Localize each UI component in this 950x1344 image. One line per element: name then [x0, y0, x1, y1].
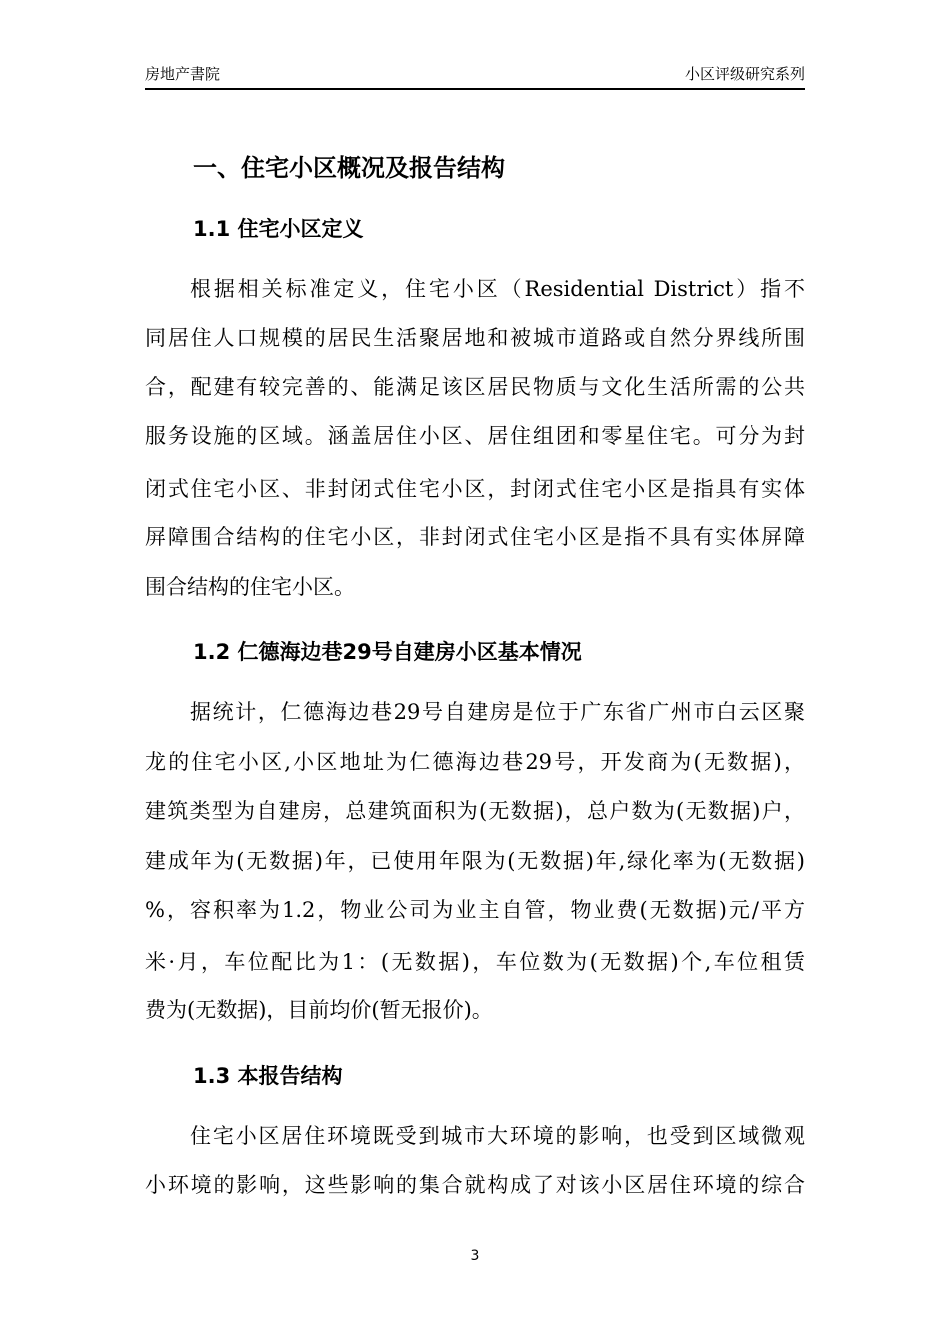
paragraph-line: 根据相关标准定义，住宅小区（Residential District）指不	[190, 277, 805, 301]
paragraph-line: 合，配建有较完善的、能满足该区居民物质与文化生活所需的公共	[145, 375, 805, 399]
paragraph-line: 小环境的影响，这些影响的集合就构成了对该小区居住环境的综合	[145, 1173, 805, 1197]
paragraph-line: 建成年为(无数据)年，已使用年限为(无数据)年,绿化率为(无数据)	[145, 849, 805, 873]
section-heading: 1.1 住宅小区定义	[193, 217, 364, 241]
section-heading: 1.3 本报告结构	[193, 1064, 343, 1088]
header-left: 房地产書院	[145, 65, 221, 83]
paragraph-line: 屏障围合结构的住宅小区，非封闭式住宅小区是指不具有实体屏障	[145, 525, 805, 549]
paragraph-line: 住宅小区居住环境既受到城市大环境的影响，也受到区域微观	[190, 1124, 805, 1148]
paragraph-line: 同居住人口规模的居民生活聚居地和被城市道路或自然分界线所围	[145, 326, 805, 350]
paragraph-line: %，容积率为1.2，物业公司为业主自管，物业费(无数据)元/平方	[145, 898, 805, 922]
paragraph-line: 建筑类型为自建房，总建筑面积为(无数据)，总户数为(无数据)户，	[145, 799, 805, 823]
page-number: 3	[470, 1248, 480, 1264]
chapter-title: 一、住宅小区概况及报告结构	[193, 154, 505, 182]
paragraph-line: 闭式住宅小区、非封闭式住宅小区，封闭式住宅小区是指具有实体	[145, 477, 805, 501]
page-header	[145, 64, 805, 90]
paragraph-line: 龙的住宅小区,小区地址为仁德海边巷29号，开发商为(无数据)，	[145, 750, 805, 774]
paragraph-line: 费为(无数据)，目前均价(暂无报价)。	[145, 998, 493, 1022]
paragraph-line: 围合结构的住宅小区。	[145, 575, 355, 599]
paragraph-line: 据统计，仁德海边巷29号自建房是位于广东省广州市白云区聚	[190, 700, 805, 724]
paragraph-line: 米·月，车位配比为1：(无数据)，车位数为(无数据)个,车位租赁	[145, 950, 805, 974]
header-right: 小区评级研究系列	[684, 65, 805, 83]
paragraph-line: 服务设施的区域。涵盖居住小区、居住组团和零星住宅。可分为封	[145, 424, 805, 448]
section-heading: 1.2 仁德海边巷29号自建房小区基本情况	[193, 640, 582, 664]
